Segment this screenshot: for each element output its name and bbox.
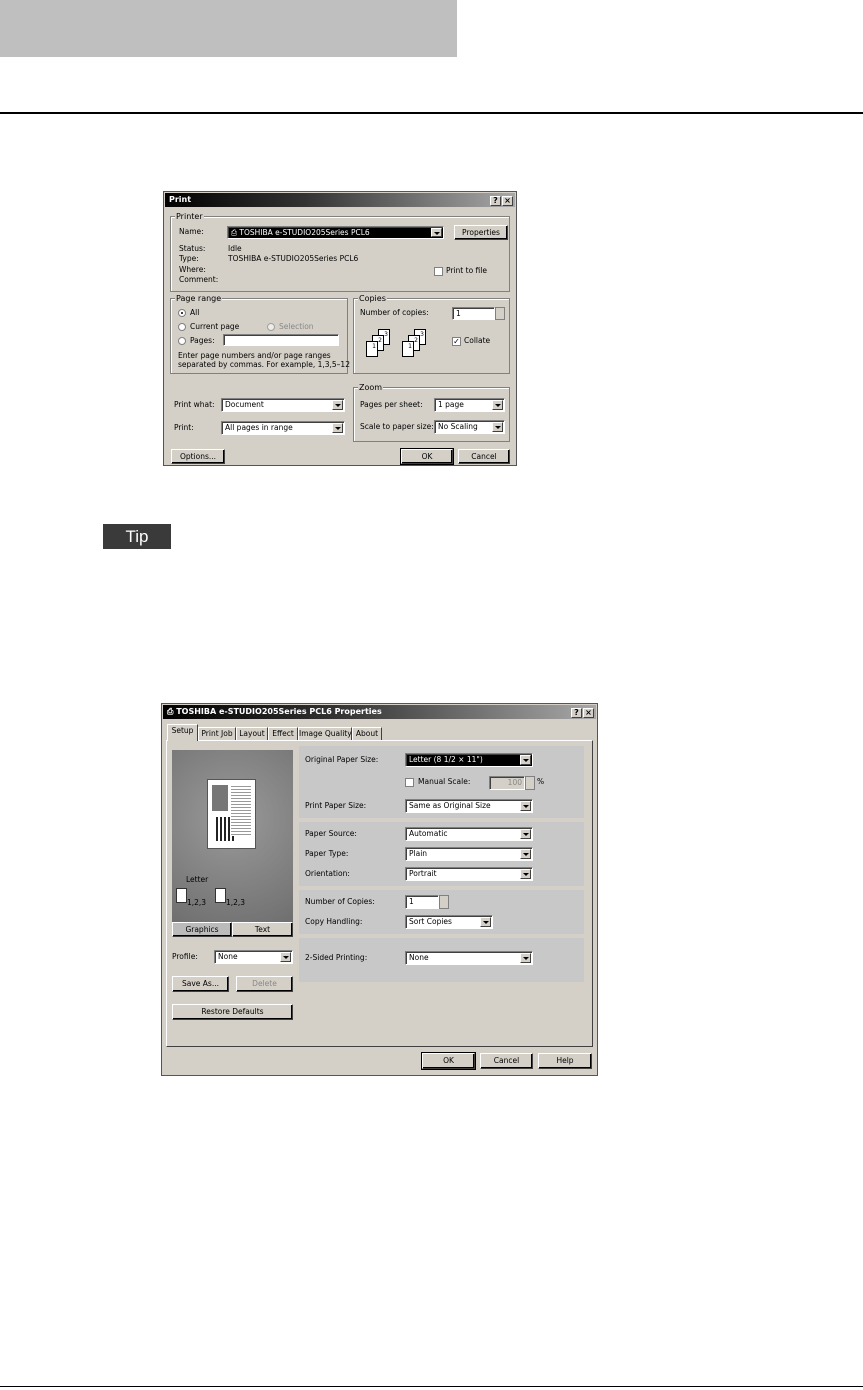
original-paper-size-value: Letter (8 1/2 × 11"): [409, 755, 483, 764]
profile-value: None: [218, 952, 238, 961]
percent-label: %: [537, 777, 545, 786]
print-value: All pages in range: [225, 423, 293, 432]
where-label: Where:: [179, 265, 206, 274]
printer-icon: ⎙: [231, 228, 240, 237]
copies-value: 1: [409, 897, 414, 906]
chevron-down-icon[interactable]: [492, 400, 503, 410]
paper-type-label: Paper Type:: [305, 849, 349, 858]
chevron-down-icon[interactable]: [520, 829, 531, 839]
tab-image-quality[interactable]: Image Quality: [299, 729, 352, 738]
scale-select[interactable]: [434, 420, 505, 434]
cancel-button[interactable]: Cancel: [480, 1053, 533, 1069]
original-paper-size-label: Original Paper Size:: [305, 755, 379, 764]
paper-type-value: Plain: [409, 849, 428, 858]
current-page-label: Current page: [190, 322, 240, 331]
page-range-legend: Page range: [176, 294, 222, 303]
print-select[interactable]: [221, 421, 345, 435]
collate-page-icon: 1: [366, 341, 378, 357]
collate-page-icon: 1: [402, 341, 414, 357]
cancel-button[interactable]: Cancel: [458, 449, 510, 464]
chevron-down-icon[interactable]: [520, 953, 531, 963]
header-bar: [0, 0, 457, 57]
tab-layout[interactable]: Layout: [236, 727, 268, 740]
manual-scale-value: 100: [507, 778, 522, 787]
print-dialog-title: Print: [169, 195, 192, 204]
copies-legend: Copies: [359, 294, 386, 303]
delete-button[interactable]: Delete: [236, 976, 293, 992]
paper-preview: [172, 750, 293, 922]
orientation-select[interactable]: [405, 867, 533, 881]
selection-label: Selection: [279, 322, 314, 331]
paper-label: Letter: [186, 875, 209, 884]
selection-radio[interactable]: [267, 323, 275, 331]
two-sided-select[interactable]: [405, 951, 533, 965]
pages-hint-line2: separated by commas. For example, 1,3,5–12: [178, 360, 350, 369]
manual-scale-checkbox[interactable]: [405, 778, 414, 787]
tip-badge: Tip: [103, 524, 171, 549]
page-order-2: 1,2,3: [226, 898, 246, 907]
copies-group: [353, 294, 510, 374]
copies-value: 1: [456, 309, 461, 318]
paper-source-label: Paper Source:: [305, 829, 357, 838]
help-bottom-button[interactable]: Help: [538, 1053, 592, 1069]
pages-per-sheet-select[interactable]: [434, 398, 505, 412]
number-of-copies-label: Number of Copies:: [305, 897, 375, 906]
orientation-value: Portrait: [409, 869, 437, 878]
chevron-down-icon[interactable]: [332, 423, 343, 433]
copies-input[interactable]: [405, 895, 439, 909]
save-as-button[interactable]: Save As...: [172, 976, 229, 992]
pages-hint-line1: Enter page numbers and/or page ranges: [178, 351, 331, 360]
collate-checkbox[interactable]: ✓: [453, 337, 460, 346]
chevron-down-icon[interactable]: [480, 917, 491, 927]
print-label: Print:: [174, 423, 194, 432]
paper-source-select[interactable]: [405, 827, 533, 841]
tab-about[interactable]: About: [352, 727, 382, 740]
status-label: Status:: [179, 244, 206, 253]
print-dialog-titlebar: [165, 193, 515, 207]
tab-setup[interactable]: Setup: [167, 724, 198, 741]
all-label: All: [190, 308, 200, 317]
tab-effect[interactable]: Effect: [268, 727, 298, 740]
collate-page-icon: 2: [372, 335, 384, 351]
copy-handling-select[interactable]: [405, 915, 493, 929]
print-to-file-label: Print to file: [446, 266, 487, 275]
footer-rule: [0, 1386, 863, 1387]
ok-button[interactable]: OK: [401, 449, 453, 464]
printer-name-select[interactable]: [227, 226, 444, 239]
comment-label: Comment:: [179, 275, 219, 284]
scale-label: Scale to paper size:: [360, 422, 434, 431]
print-what-select[interactable]: [221, 398, 345, 412]
restore-defaults-button[interactable]: Restore Defaults: [172, 1004, 293, 1020]
chevron-down-icon[interactable]: [520, 849, 531, 859]
chevron-down-icon[interactable]: [520, 755, 531, 765]
printer-group-legend: Printer: [176, 212, 203, 221]
ok-button[interactable]: OK: [422, 1053, 475, 1069]
print-to-file-checkbox[interactable]: [434, 267, 443, 276]
thumb-text: [231, 786, 251, 836]
help-button[interactable]: ?: [490, 196, 501, 206]
header-rule: [0, 112, 863, 114]
copies-spinner[interactable]: [495, 307, 505, 320]
manual-scale-input[interactable]: [489, 776, 525, 790]
help-button[interactable]: ?: [571, 708, 582, 718]
zoom-group: [353, 383, 510, 442]
properties-titlebar: [163, 705, 596, 719]
graphics-button[interactable]: Graphics: [172, 922, 232, 937]
original-paper-size-select[interactable]: [405, 753, 533, 767]
chevron-down-icon[interactable]: [431, 228, 442, 237]
chevron-down-icon[interactable]: [520, 801, 531, 811]
two-sided-value: None: [409, 953, 429, 962]
page-range-group: [170, 294, 350, 374]
copies-input[interactable]: [452, 307, 495, 320]
current-page-radio[interactable]: [178, 323, 186, 331]
orientation-label: Orientation:: [305, 869, 350, 878]
copy-handling-label: Copy Handling:: [305, 917, 363, 926]
collate-page-icon: 3: [414, 329, 426, 345]
pages-radio[interactable]: [178, 337, 186, 345]
tab-print-job[interactable]: Print Job: [198, 727, 236, 740]
chevron-down-icon[interactable]: [520, 869, 531, 879]
two-sided-label: 2-Sided Printing:: [305, 953, 368, 962]
profile-select[interactable]: [214, 950, 293, 964]
page-icon: [215, 888, 226, 903]
manual-scale-label: Manual Scale:: [418, 777, 471, 786]
printer-group: [170, 212, 510, 292]
document-thumbnail: [207, 779, 256, 849]
print-dialog: [163, 191, 517, 466]
printer-icon: ⎙: [167, 707, 177, 716]
text-button[interactable]: Text: [232, 922, 293, 937]
chevron-down-icon[interactable]: [280, 952, 291, 962]
paper-source-value: Automatic: [409, 829, 448, 838]
collate-page-icon: 3: [378, 329, 390, 345]
pages-label: Pages:: [190, 336, 215, 345]
close-button[interactable]: ×: [583, 708, 594, 718]
zoom-legend: Zoom: [359, 383, 383, 392]
page-icon: [176, 888, 187, 903]
properties-button[interactable]: Properties: [454, 225, 508, 240]
pages-per-sheet-label: Pages per sheet:: [360, 400, 423, 409]
collate-label: Collate: [464, 336, 491, 345]
chevron-down-icon[interactable]: [492, 422, 503, 432]
manual-scale-spinner[interactable]: [525, 776, 535, 790]
number-of-copies-label: Number of copies:: [360, 308, 429, 317]
pages-input[interactable]: [223, 334, 339, 346]
print-what-label: Print what:: [174, 400, 215, 409]
pages-per-sheet-value: 1 page: [438, 400, 464, 409]
profile-label: Profile:: [172, 952, 198, 961]
print-paper-size-select[interactable]: [405, 799, 533, 813]
scale-value: No Scaling: [438, 422, 478, 431]
print-what-value: Document: [225, 400, 264, 409]
properties-title: TOSHIBA e-STUDIO205Series PCL6 Properties: [176, 707, 382, 716]
print-paper-size-label: Print Paper Size:: [305, 801, 367, 810]
all-radio[interactable]: [178, 309, 186, 317]
type-label: Type:: [179, 254, 199, 263]
options-button[interactable]: Options...: [171, 449, 225, 464]
name-label: Name:: [179, 227, 204, 236]
chevron-down-icon[interactable]: [332, 400, 343, 410]
collate-page-icon: 2: [408, 335, 420, 351]
close-button[interactable]: ×: [502, 196, 513, 206]
copy-handling-value: Sort Copies: [409, 917, 452, 926]
print-paper-size-value: Same as Original Size: [409, 801, 491, 810]
page-order-1: 1,2,3: [187, 898, 207, 907]
thumb-image: [212, 785, 228, 811]
copies-spinner[interactable]: [439, 895, 449, 909]
type-value: TOSHIBA e-STUDIO205Series PCL6: [228, 254, 359, 263]
paper-type-select[interactable]: [405, 847, 533, 861]
printer-name-value: TOSHIBA e-STUDIO205Series PCL6: [239, 228, 370, 237]
status-value: Idle: [228, 244, 242, 253]
